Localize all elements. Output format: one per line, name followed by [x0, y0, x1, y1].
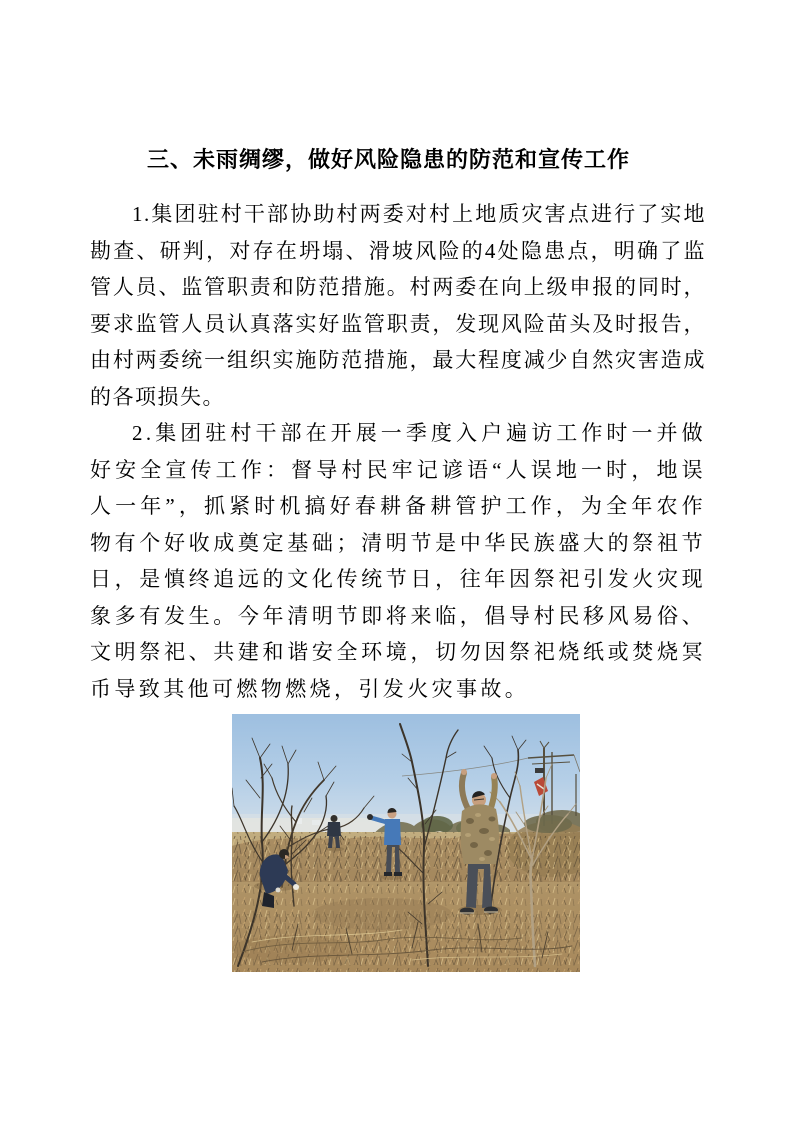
paragraph-risk-prevention: 1.集团驻村干部协助村两委对村上地质灾害点进行了实地勘查、研判，对存在坍塌、滑坡风险的4处隐患点，明确了监管人员、监管职责和防范措施。村两委在向上级申报的同时，要求监管人员认真落实好监管职责，发现风险苗头及时报告，由村两委统一组织实施防范措施，最大程度减少自然灾害造成的各项损失。 [90, 202, 706, 409]
section-heading: 三、未雨绸缪，做好风险隐患的防范和宣传工作 [147, 147, 631, 172]
orchard-photo-canvas [232, 714, 580, 972]
photo-sky [232, 714, 580, 836]
paragraph-safety-publicity: 2.集团驻村干部在开展一季度入户遍访工作时一并做好安全宣传工作：督导村民牢记谚语“人误地一时，地误人一年”，抓紧时机搞好春耕备耕管护工作，为全年农作物有个好收成奠定基础；清明节是中华民族盛大的祭祖节日，是慎终追远的文化传统节日，往年因祭祀引发火灾现象多有发生。今年清明节即将来临，倡导村民移风易俗、文明祭祀、共建和谐安全环境，切勿因祭祀烧纸或焚烧冥币导致其他可燃物燃烧，引发火灾事故。 [90, 421, 706, 701]
orchard-photo [232, 714, 580, 972]
document-body [90, 144, 706, 972]
